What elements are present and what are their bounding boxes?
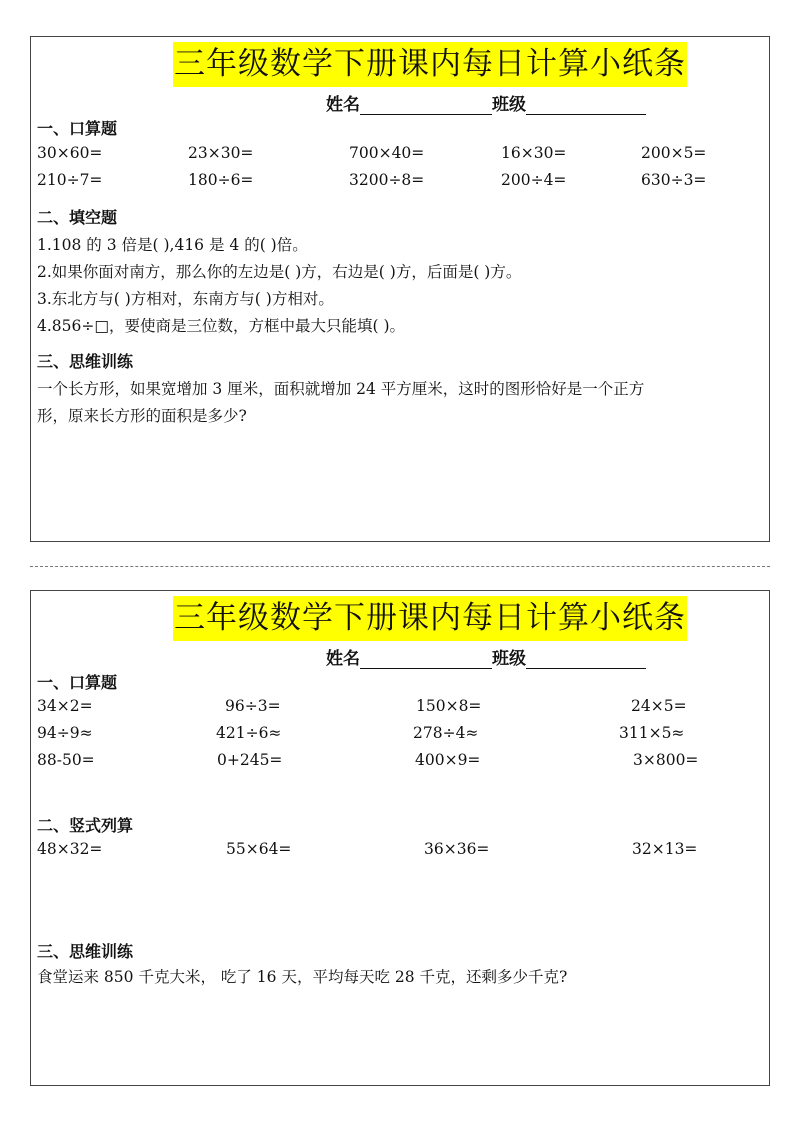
problem: 311×5≈ [619,724,685,742]
worksheet-title: 三年级数学下册课内每日计算小纸条 [173,596,687,641]
problem: 0+245= [217,751,283,769]
problem: 150×8= [416,697,482,715]
class-label: 班级 [492,649,526,669]
problem: 30×60= [37,144,103,162]
problem: 48×32= [37,840,103,858]
problem: 96÷3= [225,697,281,715]
fill-blank-question: 1.108 的 3 倍是( ),416 是 4 的( )倍。 [37,236,308,254]
problem: 421÷6≈ [216,724,282,742]
class-blank [526,651,646,669]
problem: 32×13= [632,840,698,858]
problem: 3200÷8= [349,171,425,189]
worksheet-title: 三年级数学下册课内每日计算小纸条 [173,42,687,87]
worksheet-card-1 [30,36,770,542]
name-blank [360,97,492,115]
cut-line [30,566,770,567]
section-heading-thinking: 三、思维训练 [37,942,134,961]
problem: 210÷7= [37,171,103,189]
problem: 200×5= [641,144,707,162]
problem: 180÷6= [188,171,254,189]
problem: 34×2= [37,697,93,715]
fill-blank-question: 2.如果你面对南方，那么你的左边是( )方，右边是( )方，后面是( )方。 [37,263,522,281]
class-blank [526,97,646,115]
class-label: 班级 [492,95,526,115]
problem: 278÷4≈ [413,724,479,742]
name-blank [360,651,492,669]
problem: 94÷9≈ [37,724,93,742]
problem: 630÷3= [641,171,707,189]
problem: 36×36= [424,840,490,858]
problem: 700×40= [349,144,425,162]
problem: 16×30= [501,144,567,162]
section-heading-oral: 一、口算题 [37,673,118,692]
problem: 3×800= [633,751,699,769]
problem: 23×30= [188,144,254,162]
word-problem-line: 一个长方形，如果宽增加 3 厘米，面积就增加 24 平方厘米，这时的图形恰好是一个正方 [37,380,645,398]
fill-blank-question: 4.856÷□，要使商是三位数，方框中最大只能填( )。 [37,317,406,335]
section-heading-thinking: 三、思维训练 [37,352,134,371]
section-heading-vertical: 二、竖式列算 [37,816,134,835]
problem: 55×64= [226,840,292,858]
name-label: 姓名 [326,95,360,115]
problem: 88-50= [37,751,95,769]
problem: 200÷4= [501,171,567,189]
name-class-row [326,644,646,669]
word-problem-line: 食堂运来 850 千克大米， 吃了 16 天，平均每天吃 28 千克，还剩多少千克? [37,968,568,986]
section-heading-fill-blank: 二、填空题 [37,208,118,227]
problem: 400×9= [415,751,481,769]
section-heading-oral: 一、口算题 [37,119,118,138]
problem: 24×5= [631,697,687,715]
name-class-row [326,90,646,115]
worksheet-card-2 [30,590,770,1086]
fill-blank-question: 3.东北方与( )方相对，东南方与( )方相对。 [37,290,334,308]
word-problem-line: 形，原来长方形的面积是多少? [37,407,247,425]
name-label: 姓名 [326,649,360,669]
